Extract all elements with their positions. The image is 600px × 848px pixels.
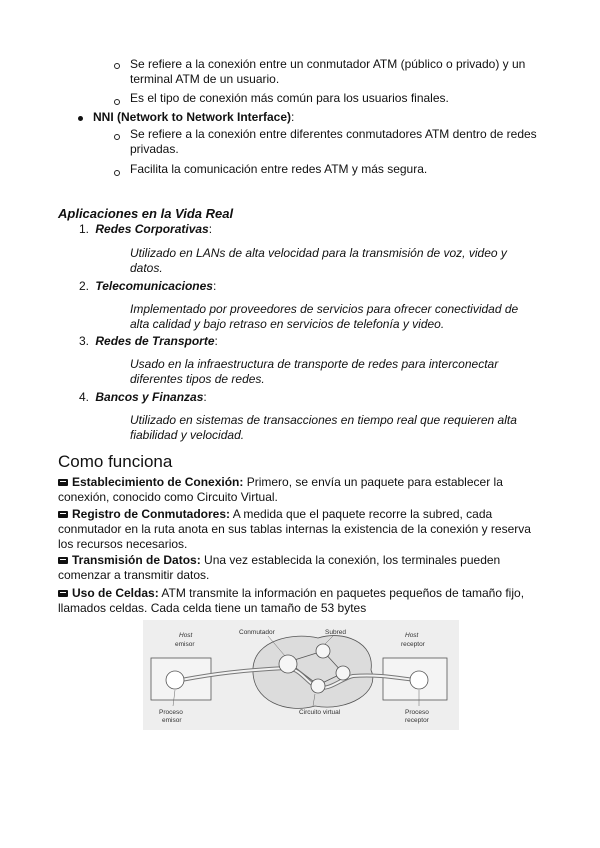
drive-icon [58, 590, 68, 597]
step-text: Primero, se envía un paquete para establecer la conexión, conocido como Circuito Virtual. [58, 475, 503, 504]
app-item-number: 2. [79, 279, 90, 293]
app-item-3-description: Usado en la infraestructura de transporte de redes para interconectar diferentes tipos de redes. [130, 357, 499, 386]
process-receiver-node [410, 671, 428, 689]
host-receiver-label: Host [405, 632, 419, 639]
app-item-title: Telecomunicaciones [95, 279, 213, 293]
step-title: Registro de Conmutadores: [72, 507, 231, 521]
bullet-circle [114, 134, 120, 140]
app-item-number: 3. [79, 334, 90, 348]
bullet-circle [114, 99, 120, 105]
app-item-title: Redes Corporativas [95, 222, 209, 236]
uni-bullet-1: Se refiere a la conexión entre un conmutador ATM (público o privado) y un terminal ATM de un usuario. [130, 57, 526, 86]
process-receiver-label: receptor [405, 717, 429, 724]
nni-title-suffix: : [291, 110, 295, 124]
process-sender-node [166, 671, 184, 689]
nni-title: NNI (Network to Network Interface) [93, 110, 292, 124]
app-item-title: Redes de Transporte [95, 334, 215, 348]
app-item-4-header [79, 390, 207, 405]
nni-title-line [93, 110, 294, 125]
subnet-cloud [253, 636, 373, 709]
applications-heading: Aplicaciones en la Vida Real [58, 206, 234, 221]
step-title: Uso de Celdas: [72, 586, 159, 600]
subnet-label: Subred [325, 629, 346, 636]
switch-node [316, 644, 330, 658]
step-4 [58, 586, 542, 616]
step-text: Una vez establecida la conexión, los terminales pueden comenzar a transmitir datos. [58, 553, 501, 582]
drive-icon [58, 557, 68, 564]
virtual-circuit-label: Circuito virtual [299, 709, 341, 716]
app-item-suffix: : [212, 279, 217, 293]
app-item-2-header [79, 279, 216, 294]
app-item-4-description: Utilizado en sistemas de transacciones en tiempo real que requieren alta fiabilidad y velocidad. [130, 413, 517, 442]
app-item-1-header [79, 222, 212, 237]
step-2 [58, 507, 542, 552]
switch-node [279, 655, 297, 673]
diagram-svg [143, 620, 459, 730]
bullet-dot [78, 116, 83, 121]
nni-bullet-1: Se refiere a la conexión entre diferentes conmutadores ATM dentro de redes privadas. [130, 127, 537, 156]
nni-bullet-2: Facilita la comunicación entre redes ATM y más segura. [130, 162, 428, 176]
step-1 [58, 475, 542, 505]
host-receiver-label: receptor [401, 641, 425, 648]
step-title: Establecimiento de Conexión: [72, 475, 244, 489]
step-text: ATM transmite la información en paquetes pequeños de tamaño fijo, llamados celdas. Cada celda tiene un tamaño de 53 bytes [58, 586, 525, 615]
app-item-2-description: Implementado por proveedores de servicios para ofrecer conectividad de alta calidad y bajo retraso en servicios de telefonía y video. [130, 302, 519, 331]
host-sender-label: Host [179, 632, 193, 639]
bullet-circle [114, 63, 120, 69]
host-sender-label: emisor [175, 641, 195, 648]
app-item-suffix: : [208, 222, 213, 236]
process-sender-label: emisor [162, 717, 182, 724]
app-item-1-description: Utilizado en LANs de alta velocidad para la transmisión de voz, video y datos. [130, 246, 507, 275]
app-item-3-header [79, 334, 218, 349]
app-item-number: 1. [79, 222, 90, 236]
app-item-number: 4. [79, 390, 90, 404]
step-title: Transmisión de Datos: [72, 553, 201, 567]
step-text: A medida que el paquete recorre la subred, cada conmutador en la ruta anota en sus tablas internas la existencia de la conexión y reserva los recursos necesarios. [58, 507, 531, 551]
bullet-circle [114, 170, 120, 176]
process-sender-label: Proceso [159, 709, 183, 716]
switch-label: Conmutador [239, 629, 275, 636]
atm-virtual-circuit-diagram [143, 620, 459, 730]
switch-node [311, 679, 325, 693]
uni-bullet-2: Es el tipo de conexión más común para los usuarios finales. [130, 91, 449, 105]
drive-icon [58, 479, 68, 486]
app-item-title: Bancos y Finanzas [95, 390, 204, 404]
app-item-suffix: : [203, 390, 207, 404]
drive-icon [58, 511, 68, 518]
switch-node [336, 666, 350, 680]
process-receiver-label: Proceso [405, 709, 429, 716]
app-item-suffix: : [214, 334, 218, 348]
how-it-works-heading: Como funciona [58, 452, 173, 471]
step-3 [58, 553, 542, 583]
